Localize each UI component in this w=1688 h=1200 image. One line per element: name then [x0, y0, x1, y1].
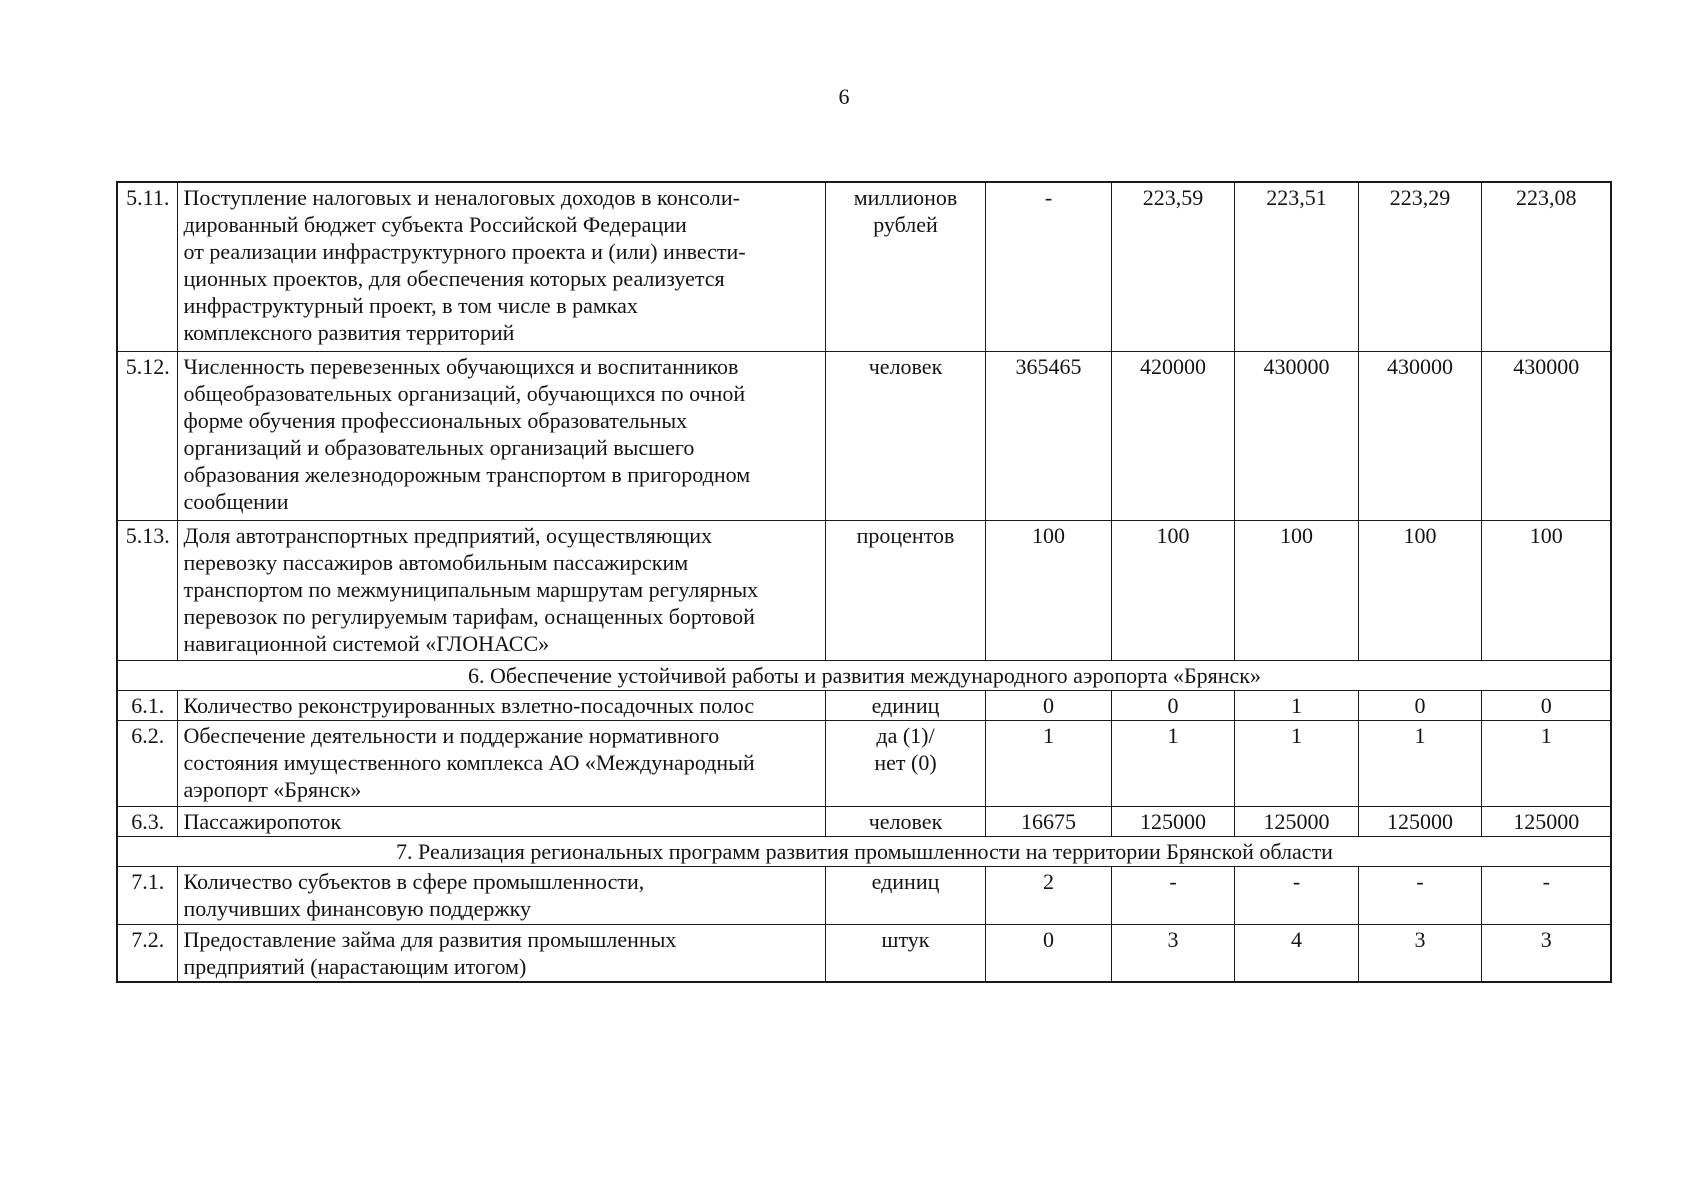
row-number: 6.2. — [117, 720, 177, 806]
row-number: 5.12. — [117, 351, 177, 520]
indicator-name: Количество субъектов в сфере промышленности, получивших финансовую поддержку — [177, 866, 825, 924]
unit-of-measure: процентов — [825, 520, 985, 660]
row-number: 7.2. — [117, 924, 177, 982]
table-row — [117, 520, 1611, 660]
table-row — [117, 182, 1611, 351]
indicator-value: 365465 — [985, 351, 1111, 520]
indicator-value: 0 — [1481, 690, 1611, 720]
indicators-table — [116, 181, 1612, 983]
section-row — [117, 836, 1611, 866]
row-number: 7.1. — [117, 866, 177, 924]
indicator-value: 430000 — [1481, 351, 1611, 520]
indicator-value: 1 — [985, 720, 1111, 806]
indicator-value: 3 — [1358, 924, 1481, 982]
indicator-value: 100 — [1481, 520, 1611, 660]
row-number: 6.3. — [117, 806, 177, 836]
indicator-value: 100 — [1234, 520, 1358, 660]
indicator-value: 223,59 — [1111, 182, 1234, 351]
indicator-value: 1 — [1481, 720, 1611, 806]
row-number: 5.11. — [117, 182, 177, 351]
unit-of-measure: да (1)/ нет (0) — [825, 720, 985, 806]
unit-of-measure: единиц — [825, 866, 985, 924]
indicator-value: 0 — [1358, 690, 1481, 720]
unit-of-measure: человек — [825, 351, 985, 520]
unit-of-measure: единиц — [825, 690, 985, 720]
indicator-name: Поступление налоговых и неналоговых доходов в консоли- дированный бюджет субъекта Российской Федерации от реализации инфраструктурного проекта и (или) инвести- ционных проектов, для обеспечения которых реализуется инфраструктурный проект, в том числе в рамках комплексного развития территорий — [177, 182, 825, 351]
indicator-name: Пассажиропоток — [177, 806, 825, 836]
indicator-name: Количество реконструированных взлетно-посадочных полос — [177, 690, 825, 720]
row-number: 5.13. — [117, 520, 177, 660]
indicator-value: - — [1111, 866, 1234, 924]
indicator-value: - — [1234, 866, 1358, 924]
unit-of-measure: человек — [825, 806, 985, 836]
indicator-value: 1 — [1111, 720, 1234, 806]
indicator-value: 430000 — [1234, 351, 1358, 520]
table-row — [117, 866, 1611, 924]
indicator-value: 100 — [1111, 520, 1234, 660]
table-row — [117, 924, 1611, 982]
indicator-value: 125000 — [1481, 806, 1611, 836]
indicator-name: Численность перевезенных обучающихся и воспитанников общеобразовательных организаций, обучающихся по очной форме обучения профессиональных образовательных организаций и образовательных организаций высшего образования железнодорожным транспортом в пригородном сообщении — [177, 351, 825, 520]
row-number: 6.1. — [117, 690, 177, 720]
indicator-value: 125000 — [1234, 806, 1358, 836]
indicator-value: 4 — [1234, 924, 1358, 982]
indicator-value: 2 — [985, 866, 1111, 924]
unit-of-measure: миллионов рублей — [825, 182, 985, 351]
indicator-value: - — [1358, 866, 1481, 924]
indicator-value: 1 — [1234, 720, 1358, 806]
indicator-value: 100 — [1358, 520, 1481, 660]
indicator-name: Доля автотранспортных предприятий, осуществляющих перевозку пассажиров автомобильным пассажирским транспортом по межмуниципальным маршрутам регулярных перевозок по регулируемым тарифам, оснащенных бортовой навигационной системой «ГЛОНАСС» — [177, 520, 825, 660]
section-title: 7. Реализация региональных программ развития промышленности на территории Брянской области — [117, 836, 1611, 866]
table-row — [117, 351, 1611, 520]
indicator-value: 16675 — [985, 806, 1111, 836]
indicator-name: Предоставление займа для развития промышленных предприятий (нарастающим итогом) — [177, 924, 825, 982]
indicator-value: 1 — [1234, 690, 1358, 720]
indicator-value: 3 — [1481, 924, 1611, 982]
page-number: 6 — [838, 84, 850, 109]
table-row — [117, 690, 1611, 720]
indicator-value: 3 — [1111, 924, 1234, 982]
indicator-value: 223,51 — [1234, 182, 1358, 351]
indicator-name: Обеспечение деятельности и поддержание нормативного состояния имущественного комплекса АО «Международный аэропорт «Брянск» — [177, 720, 825, 806]
indicator-value: 420000 — [1111, 351, 1234, 520]
unit-of-measure: штук — [825, 924, 985, 982]
indicator-value: 0 — [985, 690, 1111, 720]
indicator-value: 125000 — [1358, 806, 1481, 836]
section-row — [117, 660, 1611, 690]
table-row — [117, 720, 1611, 806]
indicator-value: - — [985, 182, 1111, 351]
indicator-value: 100 — [985, 520, 1111, 660]
indicator-value: 223,29 — [1358, 182, 1481, 351]
table-row — [117, 806, 1611, 836]
indicator-value: 125000 — [1111, 806, 1234, 836]
indicator-value: 223,08 — [1481, 182, 1611, 351]
indicator-value: - — [1481, 866, 1611, 924]
indicator-value: 1 — [1358, 720, 1481, 806]
indicator-value: 0 — [1111, 690, 1234, 720]
indicator-value: 430000 — [1358, 351, 1481, 520]
section-title: 6. Обеспечение устойчивой работы и развития международного аэропорта «Брянск» — [117, 660, 1611, 690]
indicator-value: 0 — [985, 924, 1111, 982]
